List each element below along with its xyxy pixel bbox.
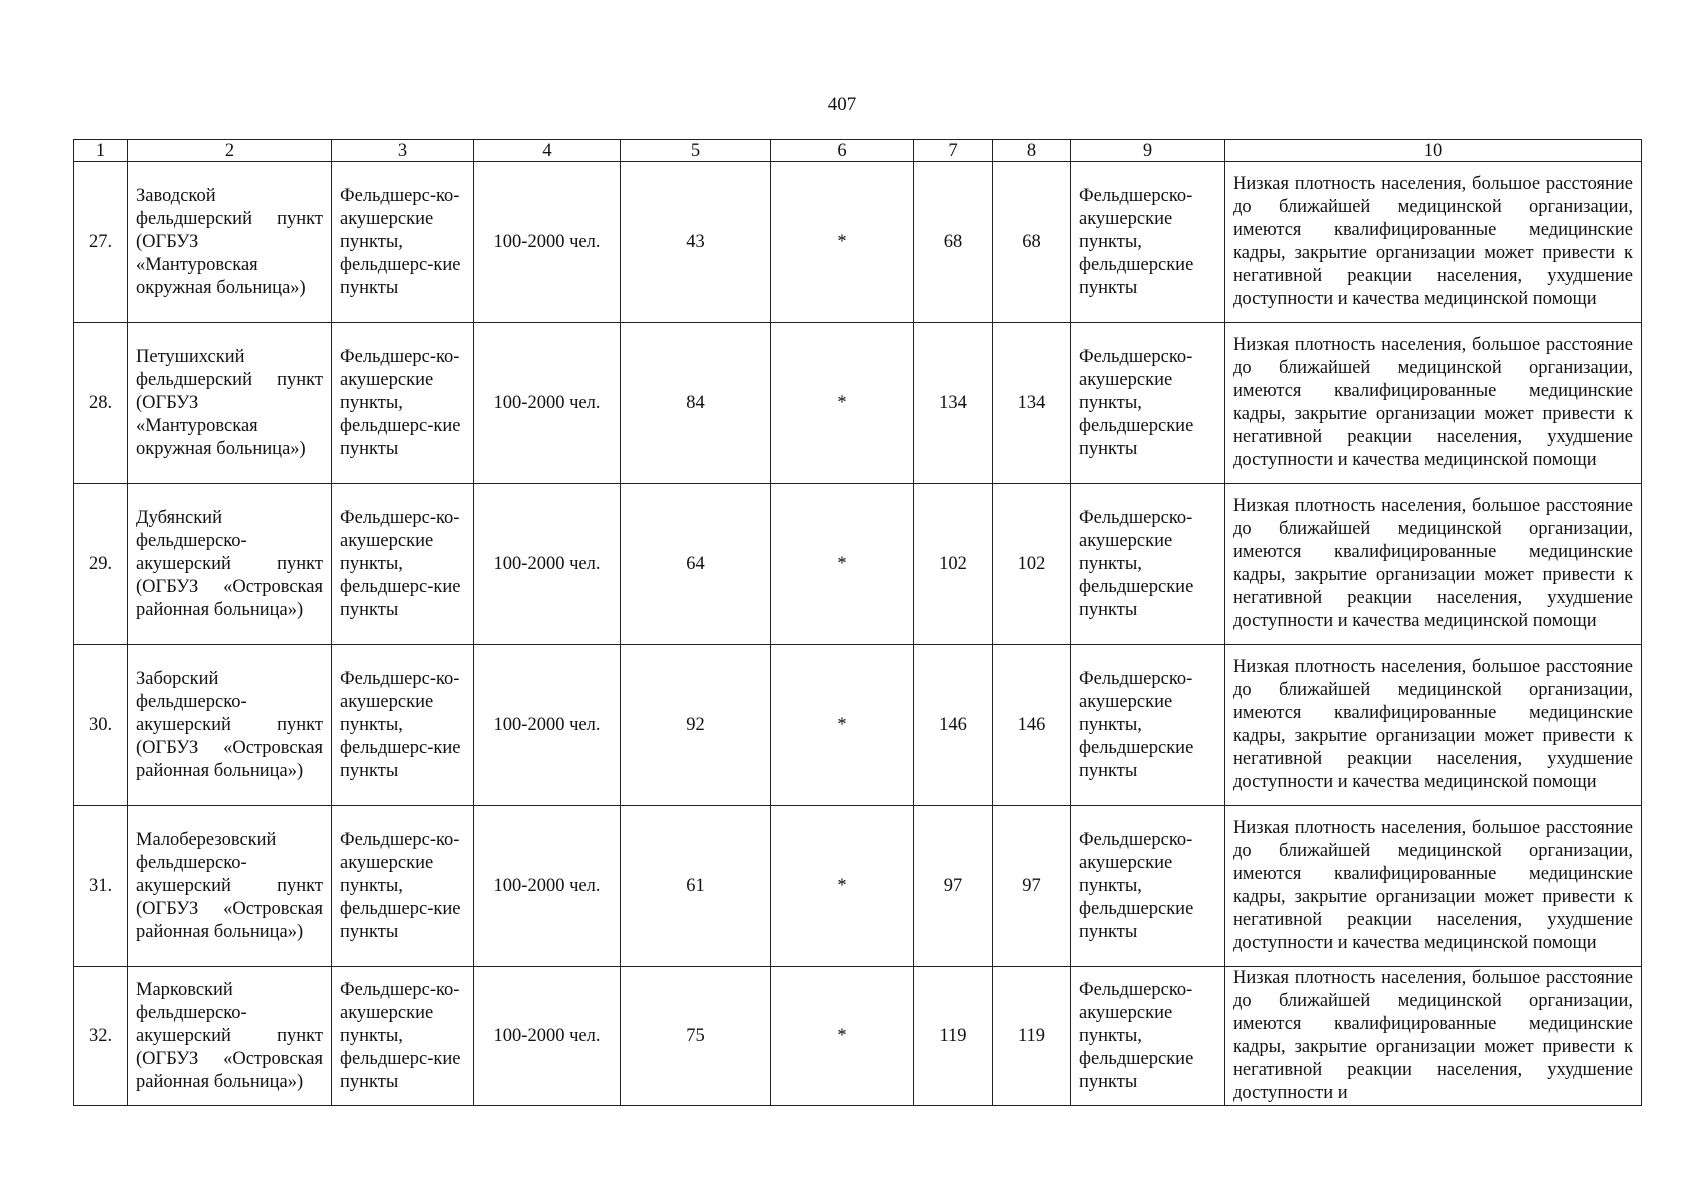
facility-category: Фельдшерско-акушерские пункты, фельдшерские пункты [1071,323,1225,484]
cell-col6: * [771,645,914,806]
column-number: 3 [332,140,474,162]
row-number: 29. [74,484,128,645]
column-number-row [74,140,1642,162]
page-number: 407 [827,94,857,115]
table-row [74,806,1642,967]
population-range: 100-2000 чел. [474,484,621,645]
cell-col6: * [771,806,914,967]
column-number: 6 [771,140,914,162]
cell-col6: * [771,162,914,323]
facility-type: Фельдшерс-ко-акушерские пункты, фельдшерс-кие пункты [332,806,474,967]
cell-col8: 68 [993,162,1071,323]
cell-col8: 146 [993,645,1071,806]
facility-name: Заборский фельдшерско-акушерский пункт (ОГБУЗ «Островская районная больница») [128,645,332,806]
cell-col5: 84 [621,323,771,484]
cell-col7: 134 [914,323,993,484]
table-row [74,484,1642,645]
facility-name: Петушихский фельдшерский пункт (ОГБУЗ «Мантуровская окружная больница») [128,323,332,484]
justification: Низкая плотность населения, большое расстояние до ближайшей медицинской организации, имеются квалифицированные медицинские кадры, закрытие организации может привести к негативной реакции населения, ухудшение доступности и качества медицинской помощи [1225,806,1642,967]
column-number: 1 [74,140,128,162]
justification [1225,967,1642,1106]
facility-category: Фельдшерско-акушерские пункты, фельдшерские пункты [1071,967,1225,1106]
facility-name: Марковский фельдшерско-акушерский пункт (ОГБУЗ «Островская районная больница») [128,967,332,1106]
cell-col8: 134 [993,323,1071,484]
population-range: 100-2000 чел. [474,323,621,484]
facility-type: Фельдшерс-ко-акушерские пункты, фельдшерс-кие пункты [332,484,474,645]
table-row [74,323,1642,484]
population-range: 100-2000 чел. [474,967,621,1106]
cell-col5: 75 [621,967,771,1106]
column-number: 2 [128,140,332,162]
cell-col6: * [771,484,914,645]
column-number: 8 [993,140,1071,162]
column-number: 10 [1225,140,1642,162]
cell-col5: 64 [621,484,771,645]
row-number: 31. [74,806,128,967]
cell-col5: 92 [621,645,771,806]
population-range: 100-2000 чел. [474,645,621,806]
cell-col7: 68 [914,162,993,323]
column-number: 7 [914,140,993,162]
justification: Низкая плотность населения, большое расстояние до ближайшей медицинской организации, имеются квалифицированные медицинские кадры, закрытие организации может привести к негативной реакции населения, ухудшение доступности и качества медицинской помощи [1225,323,1642,484]
cell-col5: 61 [621,806,771,967]
row-number: 28. [74,323,128,484]
justification-text: Низкая плотность населения, большое расстояние до ближайшей медицинской организации, имеются квалифицированные медицинские кадры, закрытие организации может привести к негативной реакции населения, ухудшение доступности и [1233,968,1633,1103]
cell-col6: * [771,323,914,484]
cell-col8: 119 [993,967,1071,1106]
population-range: 100-2000 чел. [474,162,621,323]
table-row [74,162,1642,323]
table-row [74,645,1642,806]
column-number: 4 [474,140,621,162]
justification: Низкая плотность населения, большое расстояние до ближайшей медицинской организации, имеются квалифицированные медицинские кадры, закрытие организации может привести к негативной реакции населения, ухудшение доступности и качества медицинской помощи [1225,162,1642,323]
population-range: 100-2000 чел. [474,806,621,967]
facility-category: Фельдшерско-акушерские пункты, фельдшерские пункты [1071,484,1225,645]
facilities-table [73,139,1642,1106]
justification: Низкая плотность населения, большое расстояние до ближайшей медицинской организации, имеются квалифицированные медицинские кадры, закрытие организации может привести к негативной реакции населения, ухудшение доступности и качества медицинской помощи [1225,484,1642,645]
cell-col5: 43 [621,162,771,323]
facility-category: Фельдшерско-акушерские пункты, фельдшерские пункты [1071,162,1225,323]
column-number: 9 [1071,140,1225,162]
facility-type: Фельдшерс-ко-акушерские пункты, фельдшерс-кие пункты [332,967,474,1106]
facility-name: Дубянский фельдшерско-акушерский пункт (ОГБУЗ «Островская районная больница») [128,484,332,645]
table-row [74,967,1642,1106]
cell-col6: * [771,967,914,1106]
cell-col7: 102 [914,484,993,645]
cell-col8: 102 [993,484,1071,645]
cell-col8: 97 [993,806,1071,967]
row-number: 27. [74,162,128,323]
justification: Низкая плотность населения, большое расстояние до ближайшей медицинской организации, имеются квалифицированные медицинские кадры, закрытие организации может привести к негативной реакции населения, ухудшение доступности и качества медицинской помощи [1225,645,1642,806]
facility-type: Фельдшерс-ко-акушерские пункты, фельдшерс-кие пункты [332,162,474,323]
column-number: 5 [621,140,771,162]
facility-name: Малоберезовский фельдшерско-акушерский пункт (ОГБУЗ «Островская районная больница») [128,806,332,967]
facility-category: Фельдшерско-акушерские пункты, фельдшерские пункты [1071,645,1225,806]
row-number: 30. [74,645,128,806]
cell-col7: 119 [914,967,993,1106]
facility-name: Заводской фельдшерский пункт (ОГБУЗ «Мантуровская окружная больница») [128,162,332,323]
cell-col7: 146 [914,645,993,806]
facility-type: Фельдшерс-ко-акушерские пункты, фельдшерс-кие пункты [332,645,474,806]
cell-col7: 97 [914,806,993,967]
facility-type: Фельдшерс-ко-акушерские пункты, фельдшерс-кие пункты [332,323,474,484]
row-number: 32. [74,967,128,1106]
facility-category: Фельдшерско-акушерские пункты, фельдшерские пункты [1071,806,1225,967]
